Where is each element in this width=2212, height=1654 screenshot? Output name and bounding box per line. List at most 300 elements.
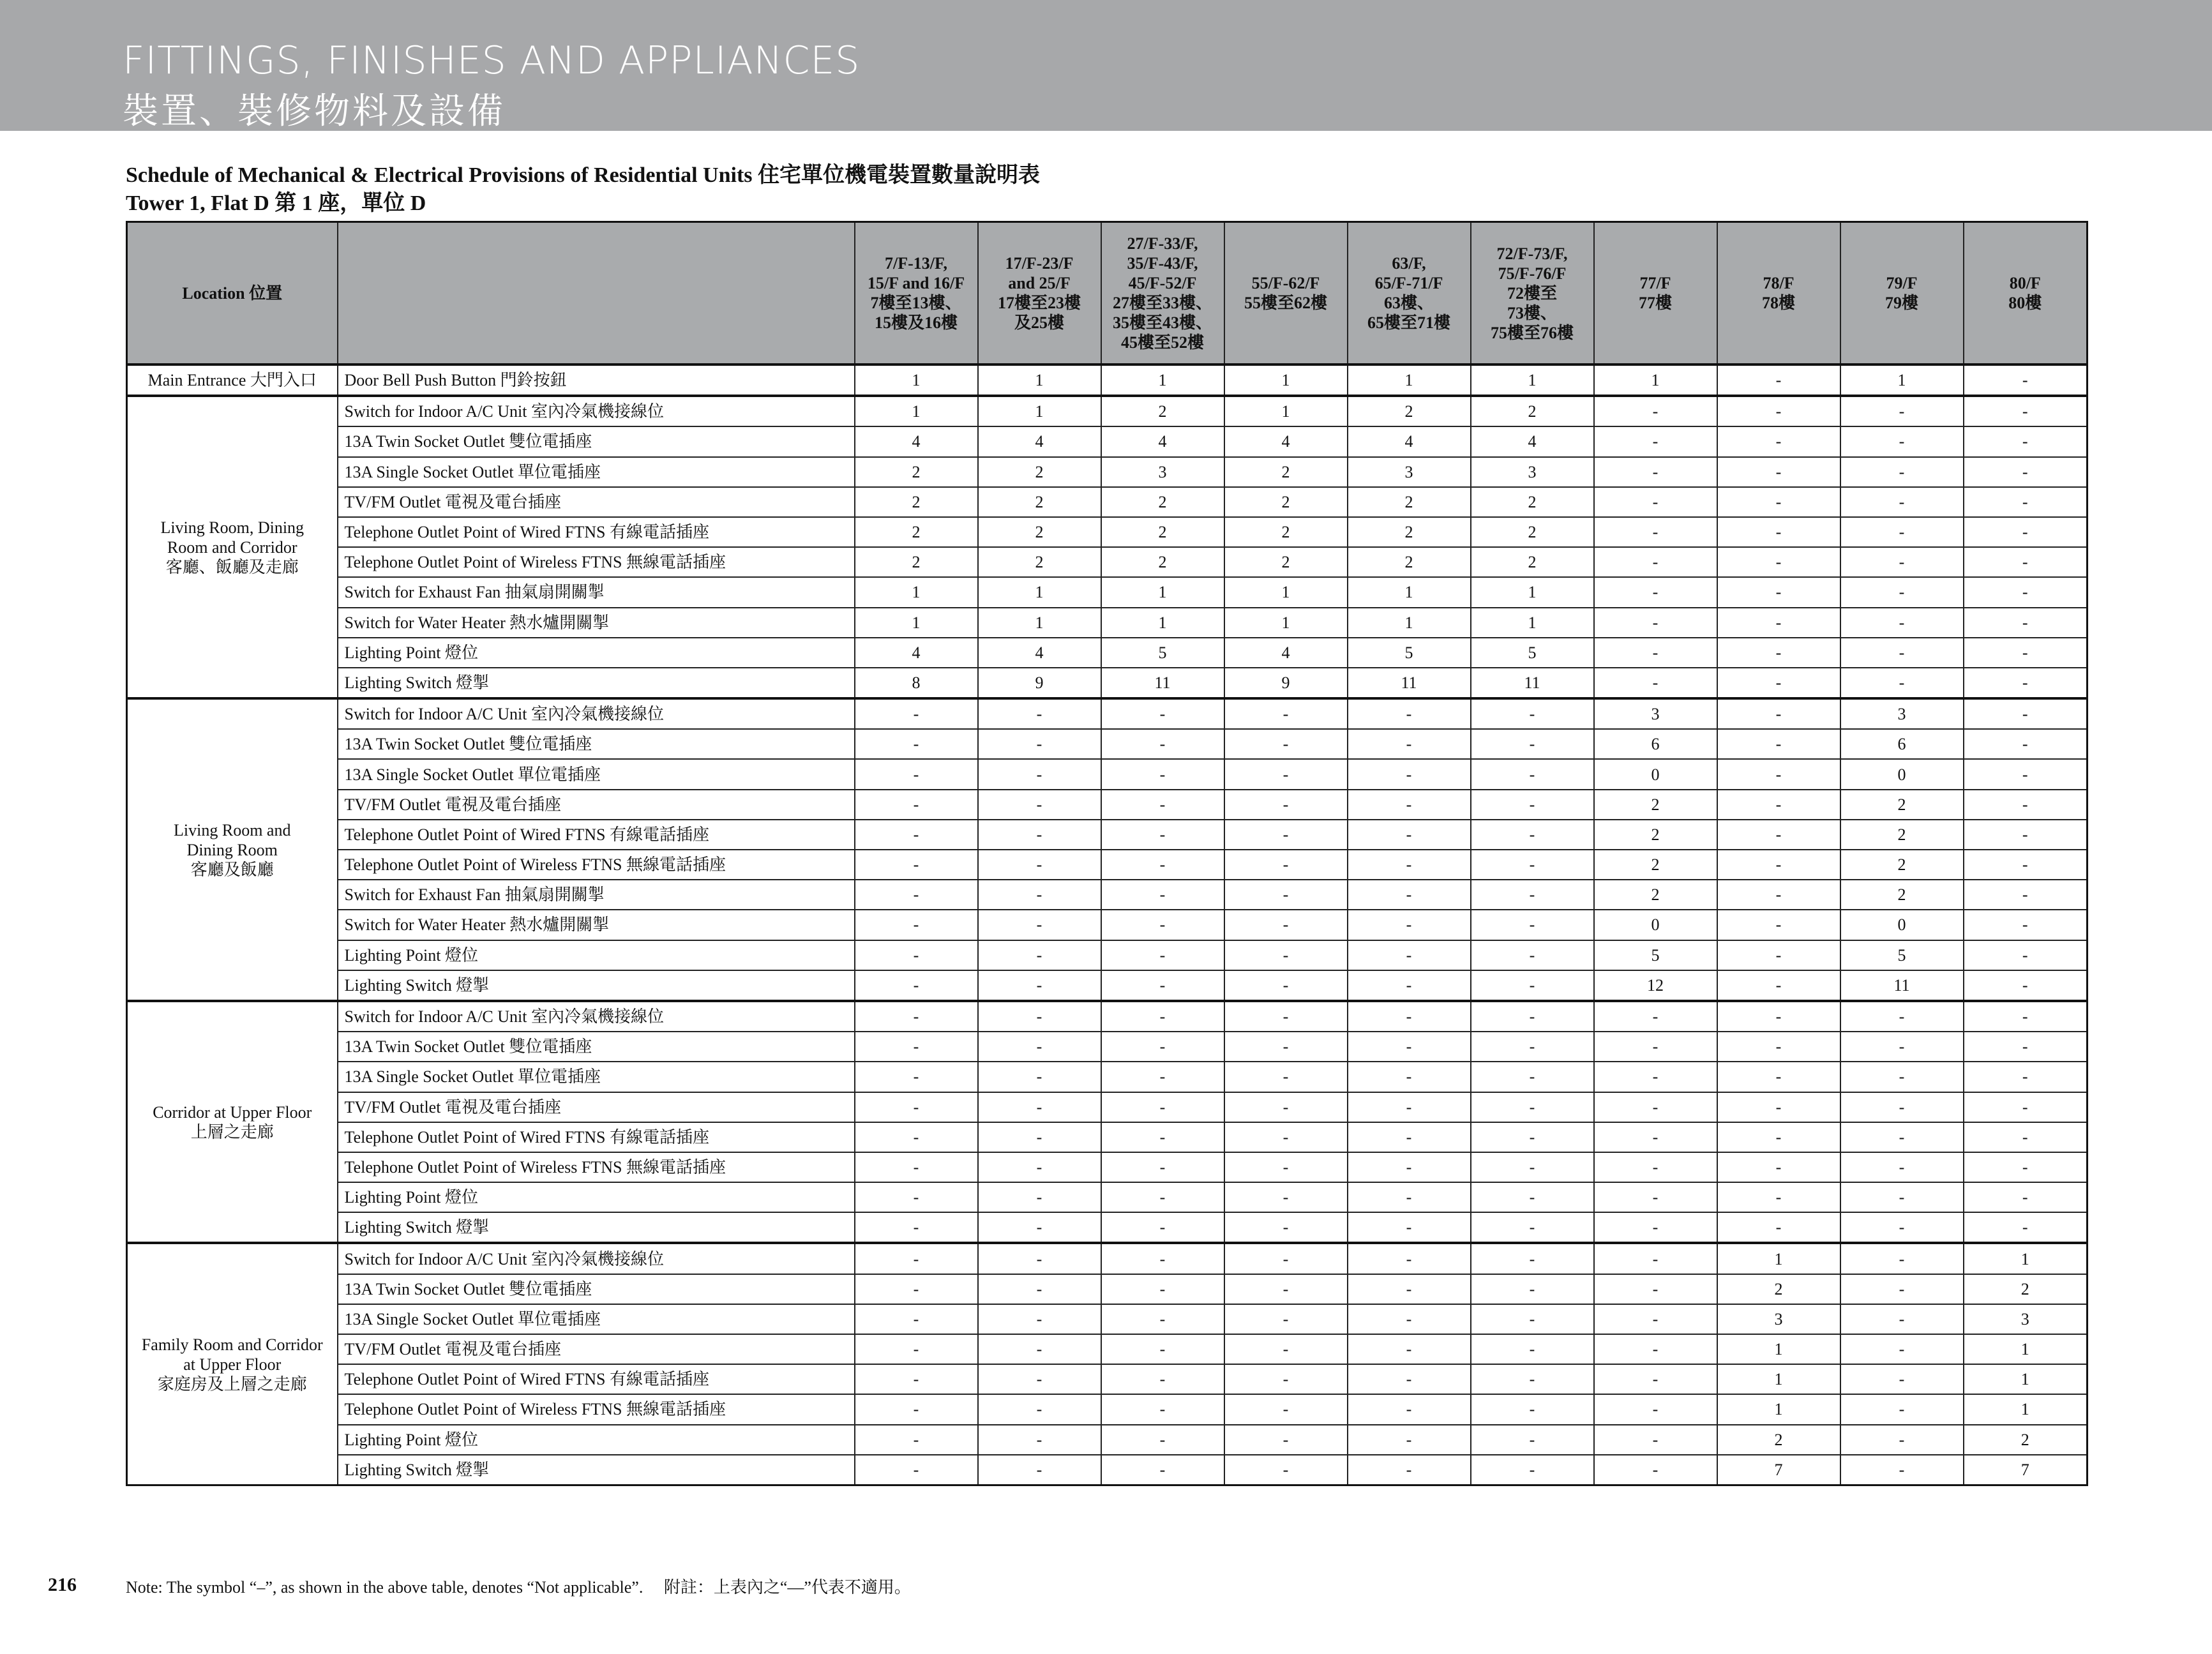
column-header-line: 55樓至62樓 [1244, 294, 1327, 312]
quantity-cell: 3 [1594, 698, 1717, 729]
quantity-cell: - [1348, 729, 1471, 759]
column-header-line: 及25樓 [1014, 313, 1064, 332]
quantity-cell: - [1717, 698, 1840, 729]
quantity-cell: - [855, 759, 978, 789]
quantity-cell: 2 [1594, 880, 1717, 910]
quantity-cell: - [1101, 1364, 1224, 1394]
quantity-cell: 11 [1348, 668, 1471, 698]
provision-item-cell: Lighting Point 燈位 [338, 1182, 855, 1212]
provisions-table [126, 221, 2088, 1486]
quantity-cell: 4 [855, 426, 978, 456]
column-header-line: 15/F and 16/F [867, 274, 965, 292]
quantity-cell: - [1224, 698, 1348, 729]
provision-item-cell: Telephone Outlet Point of Wired FTNS 有線電話插座 [338, 1364, 855, 1394]
schedule-title: Schedule of Mechanical & Electrical Provisions of Residential Units 住宅單位機電裝置數量說明表 [126, 163, 1041, 187]
quantity-cell: 4 [1348, 426, 1471, 456]
quantity-cell: 2 [1717, 1425, 1840, 1455]
quantity-cell: - [1840, 517, 1964, 547]
provision-item-cell: 13A Twin Socket Outlet 雙位電插座 [338, 729, 855, 759]
quantity-cell: - [1471, 698, 1594, 729]
quantity-cell: - [1594, 608, 1717, 638]
quantity-cell: - [1101, 1212, 1224, 1243]
quantity-cell: - [1101, 820, 1224, 850]
quantity-cell: - [1717, 1092, 1840, 1122]
quantity-cell: - [1964, 668, 2088, 698]
provision-item-cell: Lighting Point 燈位 [338, 940, 855, 970]
quantity-cell: - [1471, 1425, 1594, 1455]
quantity-cell: - [978, 1304, 1101, 1334]
quantity-cell: - [1224, 1092, 1348, 1122]
quantity-cell: - [1224, 1122, 1348, 1152]
quantity-cell: 2 [1101, 487, 1224, 517]
location-line: Living Room and [174, 820, 291, 839]
column-header-line: 73樓、 [1507, 303, 1557, 322]
quantity-cell: - [1840, 1001, 1964, 1032]
provision-item-cell: 13A Single Socket Outlet 單位電插座 [338, 1062, 855, 1092]
quantity-cell: - [1101, 1182, 1224, 1212]
quantity-cell: - [1964, 1182, 2088, 1212]
section-title-zh: 裝置、裝修物料及設備 [123, 91, 506, 132]
provision-item-cell: Telephone Outlet Point of Wired FTNS 有線電話插座 [338, 820, 855, 850]
quantity-cell: 3 [1840, 698, 1964, 729]
quantity-cell: 1 [855, 577, 978, 607]
provision-item-cell: Telephone Outlet Point of Wireless FTNS 無線電話插座 [338, 1394, 855, 1424]
quantity-cell: - [978, 1274, 1101, 1304]
quantity-cell: - [1964, 365, 2088, 396]
quantity-cell: - [1101, 1152, 1224, 1182]
quantity-cell: - [1840, 1334, 1964, 1364]
location-cell [127, 365, 338, 396]
table-row [127, 608, 2088, 638]
quantity-cell: 1 [855, 608, 978, 638]
table-row [127, 729, 2088, 759]
table-row [127, 940, 2088, 970]
provision-item-cell: TV/FM Outlet 電視及電台插座 [338, 487, 855, 517]
quantity-cell: - [1101, 1455, 1224, 1485]
quantity-cell: - [1224, 1334, 1348, 1364]
quantity-cell: - [1348, 1001, 1471, 1032]
quantity-cell: - [1964, 1212, 2088, 1243]
quantity-cell: - [1840, 1425, 1964, 1455]
quantity-cell: 1 [1224, 396, 1348, 426]
quantity-cell: - [978, 1212, 1101, 1243]
location-line: Corridor at Upper Floor [153, 1102, 312, 1122]
quantity-cell: - [1348, 1212, 1471, 1243]
quantity-cell: - [1471, 1334, 1594, 1364]
table-row [127, 426, 2088, 456]
location-line: Family Room and Corridor [141, 1335, 323, 1354]
quantity-cell: 11 [1840, 970, 1964, 1001]
quantity-cell: 1 [855, 396, 978, 426]
table-row [127, 790, 2088, 820]
quantity-cell: 4 [978, 638, 1101, 668]
table-row [127, 1334, 2088, 1364]
quantity-cell: - [1717, 820, 1840, 850]
quantity-cell: 2 [1348, 517, 1471, 547]
location-line: at Upper Floor [183, 1355, 282, 1374]
quantity-cell: - [1840, 608, 1964, 638]
quantity-cell: - [1348, 790, 1471, 820]
quantity-cell: - [1964, 487, 2088, 517]
column-header-line: 79/F [1886, 274, 1918, 292]
quantity-cell: - [855, 729, 978, 759]
quantity-cell: 1 [978, 608, 1101, 638]
quantity-cell: - [1840, 547, 1964, 577]
quantity-cell: - [978, 1425, 1101, 1455]
quantity-cell: 7 [1964, 1455, 2088, 1485]
quantity-cell: - [1594, 1122, 1717, 1152]
quantity-cell: 1 [1101, 365, 1224, 396]
quantity-cell: 1 [978, 365, 1101, 396]
quantity-cell: 1 [978, 396, 1101, 426]
quantity-cell: - [1348, 880, 1471, 910]
column-header-line: 63/F, [1392, 254, 1426, 273]
quantity-cell: - [1717, 790, 1840, 820]
quantity-cell: - [1594, 1182, 1717, 1212]
quantity-cell: - [1471, 1455, 1594, 1485]
table-row [127, 1274, 2088, 1304]
quantity-cell: - [1471, 1394, 1594, 1424]
column-header-line: 65/F-71/F [1374, 274, 1443, 292]
quantity-cell: - [1840, 577, 1964, 607]
provisions-table-container [126, 221, 2086, 1486]
quantity-cell: - [1348, 1394, 1471, 1424]
quantity-cell: - [1964, 1092, 2088, 1122]
quantity-cell: - [1471, 820, 1594, 850]
table-row [127, 1062, 2088, 1092]
quantity-cell: - [1840, 1274, 1964, 1304]
quantity-cell: - [1224, 729, 1348, 759]
quantity-cell: - [1964, 1001, 2088, 1032]
quantity-cell: 2 [1471, 517, 1594, 547]
quantity-cell: - [1224, 970, 1348, 1001]
table-row [127, 850, 2088, 880]
floor-column-header [978, 222, 1101, 365]
quantity-cell: - [1717, 365, 1840, 396]
quantity-cell: - [1348, 1092, 1471, 1122]
quantity-cell: - [1348, 1182, 1471, 1212]
quantity-cell: 11 [1101, 668, 1224, 698]
quantity-cell: - [1717, 1152, 1840, 1182]
location-cell [127, 1001, 338, 1244]
quantity-cell: - [855, 1274, 978, 1304]
quantity-cell: - [1471, 1243, 1594, 1274]
table-heading [126, 162, 1040, 218]
footnote: Note: The symbol “–”, as shown in the above table, denotes “Not applicable”. 附註：上表內之“—”代表不適用。 [126, 1578, 911, 1597]
quantity-cell: - [1101, 880, 1224, 910]
column-header-line: 77/F [1639, 274, 1671, 292]
column-header-line: 72樓至 [1507, 283, 1557, 303]
column-header-line: 27樓至33樓、 [1112, 294, 1212, 312]
quantity-cell: - [1348, 759, 1471, 789]
quantity-cell: 11 [1471, 668, 1594, 698]
quantity-cell: - [1840, 1304, 1964, 1334]
quantity-cell: 6 [1840, 729, 1964, 759]
quantity-cell: - [1964, 638, 2088, 668]
quantity-cell: 1 [1101, 608, 1224, 638]
quantity-cell: 1 [1964, 1334, 2088, 1364]
quantity-cell: 1 [1471, 577, 1594, 607]
quantity-cell: - [1594, 638, 1717, 668]
quantity-cell: - [1717, 426, 1840, 456]
quantity-cell: - [855, 1364, 978, 1394]
floor-column-header [1594, 222, 1717, 365]
quantity-cell: - [1717, 729, 1840, 759]
provision-item-cell: 13A Single Socket Outlet 單位電插座 [338, 759, 855, 789]
quantity-cell: - [978, 729, 1101, 759]
floor-column-header [1717, 222, 1840, 365]
quantity-cell: - [1594, 668, 1717, 698]
quantity-cell: 2 [1101, 517, 1224, 547]
quantity-cell: - [1594, 1243, 1717, 1274]
quantity-cell: - [1348, 698, 1471, 729]
quantity-cell: - [1471, 1364, 1594, 1394]
provision-item-cell: 13A Single Socket Outlet 單位電插座 [338, 457, 855, 487]
location-cell [127, 698, 338, 1001]
quantity-cell: - [1348, 910, 1471, 940]
quantity-cell: - [1594, 1212, 1717, 1243]
quantity-cell: - [1717, 940, 1840, 970]
quantity-cell: - [1101, 1334, 1224, 1364]
quantity-cell: 2 [1224, 517, 1348, 547]
quantity-cell: - [1594, 1304, 1717, 1334]
table-row [127, 517, 2088, 547]
quantity-cell: 1 [1348, 577, 1471, 607]
table-row [127, 759, 2088, 789]
quantity-cell: - [1594, 426, 1717, 456]
quantity-cell: - [1224, 1032, 1348, 1062]
column-header-line: 75/F-76/F [1498, 264, 1567, 283]
quantity-cell: - [855, 850, 978, 880]
quantity-cell: 2 [978, 487, 1101, 517]
quantity-cell: 5 [1594, 940, 1717, 970]
quantity-cell: - [1101, 850, 1224, 880]
quantity-cell: - [1348, 1062, 1471, 1092]
quantity-cell: 2 [1594, 790, 1717, 820]
quantity-cell: - [1101, 1032, 1224, 1062]
table-row [127, 1001, 2088, 1032]
quantity-cell: - [855, 1182, 978, 1212]
column-header-line: 7樓至13樓、 [870, 294, 962, 312]
quantity-cell: - [1101, 970, 1224, 1001]
quantity-cell: - [1101, 790, 1224, 820]
provision-item-cell: TV/FM Outlet 電視及電台插座 [338, 790, 855, 820]
quantity-cell: - [978, 820, 1101, 850]
quantity-cell: 2 [1840, 790, 1964, 820]
column-header-line: 75樓至76樓 [1490, 323, 1574, 342]
quantity-cell: - [855, 790, 978, 820]
quantity-cell: - [1471, 1182, 1594, 1212]
column-header-line: 78/F [1763, 274, 1794, 292]
quantity-cell: - [1717, 487, 1840, 517]
quantity-cell: - [1471, 940, 1594, 970]
quantity-cell: - [1594, 577, 1717, 607]
table-row [127, 577, 2088, 607]
quantity-cell: - [1594, 517, 1717, 547]
quantity-cell: 2 [1594, 820, 1717, 850]
quantity-cell: - [978, 970, 1101, 1001]
quantity-cell: 1 [1224, 577, 1348, 607]
quantity-cell: - [1964, 759, 2088, 789]
quantity-cell: - [1840, 396, 1964, 426]
quantity-cell: - [1964, 426, 2088, 456]
quantity-cell: - [1964, 1062, 2088, 1092]
provision-item-cell: Lighting Switch 燈掣 [338, 1212, 855, 1243]
quantity-cell: 2 [1348, 396, 1471, 426]
quantity-cell: 0 [1594, 759, 1717, 789]
quantity-cell: 2 [1348, 487, 1471, 517]
quantity-cell: - [1471, 880, 1594, 910]
quantity-cell: - [1594, 1394, 1717, 1424]
quantity-cell: - [855, 1304, 978, 1334]
quantity-cell: - [978, 850, 1101, 880]
quantity-cell: 9 [978, 668, 1101, 698]
table-row [127, 457, 2088, 487]
quantity-cell: - [1717, 970, 1840, 1001]
quantity-cell: - [1348, 1122, 1471, 1152]
quantity-cell: 1 [1717, 1334, 1840, 1364]
quantity-cell: - [1840, 1394, 1964, 1424]
quantity-cell: - [1964, 396, 2088, 426]
quantity-cell: - [855, 1455, 978, 1485]
column-header-line: 80樓 [2008, 294, 2042, 312]
quantity-cell: - [1964, 608, 2088, 638]
quantity-cell: - [1717, 457, 1840, 487]
quantity-cell: - [1348, 970, 1471, 1001]
quantity-cell: - [1717, 1001, 1840, 1032]
quantity-cell: - [1101, 1425, 1224, 1455]
quantity-cell: - [1471, 729, 1594, 759]
quantity-cell: 4 [1101, 426, 1224, 456]
provision-item-cell: Lighting Point 燈位 [338, 638, 855, 668]
floor-column-header [1224, 222, 1348, 365]
table-row [127, 698, 2088, 729]
column-header-line: 45樓至52樓 [1120, 333, 1204, 352]
quantity-cell: - [1101, 1304, 1224, 1334]
quantity-cell: 2 [1224, 457, 1348, 487]
floor-column-header [855, 222, 978, 365]
quantity-cell: - [1717, 668, 1840, 698]
quantity-cell: - [1594, 457, 1717, 487]
table-row [127, 638, 2088, 668]
quantity-cell: 1 [1964, 1364, 2088, 1394]
table-row [127, 1243, 2088, 1274]
quantity-cell: 1 [1224, 608, 1348, 638]
quantity-cell: - [1101, 1243, 1224, 1274]
column-header-line: 17/F-23/F [1005, 254, 1074, 273]
quantity-cell: - [978, 1394, 1101, 1424]
quantity-cell: - [978, 790, 1101, 820]
quantity-cell: 2 [1224, 547, 1348, 577]
quantity-cell: 4 [978, 426, 1101, 456]
quantity-cell: 2 [1471, 396, 1594, 426]
quantity-cell: - [1594, 396, 1717, 426]
quantity-cell: 9 [1224, 668, 1348, 698]
quantity-cell: 2 [1101, 547, 1224, 577]
table-row [127, 1212, 2088, 1243]
quantity-cell: 0 [1840, 759, 1964, 789]
quantity-cell: - [978, 1122, 1101, 1152]
quantity-cell: 2 [855, 517, 978, 547]
quantity-cell: - [1471, 1152, 1594, 1182]
column-header-line: 7/F-13/F, [885, 254, 947, 273]
quantity-cell: 2 [855, 457, 978, 487]
quantity-cell: - [1101, 1122, 1224, 1152]
quantity-cell: 1 [1840, 365, 1964, 396]
quantity-cell: - [855, 1122, 978, 1152]
quantity-cell: - [1840, 1032, 1964, 1062]
quantity-cell: 2 [978, 457, 1101, 487]
quantity-cell: - [1101, 1001, 1224, 1032]
quantity-cell: - [1224, 850, 1348, 880]
quantity-cell: - [1840, 1212, 1964, 1243]
quantity-cell: - [978, 940, 1101, 970]
column-header-line: 27/F-33/F, [1127, 234, 1198, 253]
table-header-row [127, 222, 2088, 365]
quantity-cell: - [1224, 1182, 1348, 1212]
quantity-cell: - [1840, 1062, 1964, 1092]
quantity-cell: 3 [1471, 457, 1594, 487]
quantity-cell: 4 [1224, 426, 1348, 456]
provision-item-cell: Switch for Indoor A/C Unit 室內冷氣機接線位 [338, 396, 855, 426]
column-header-line: 35樓至43樓、 [1112, 313, 1212, 332]
provision-item-cell: Switch for Exhaust Fan 抽氣扇開關掣 [338, 880, 855, 910]
column-header-line: 79樓 [1885, 294, 1918, 312]
provision-item-cell: Lighting Switch 燈掣 [338, 1455, 855, 1485]
quantity-cell: - [855, 1243, 978, 1274]
quantity-cell: - [855, 1092, 978, 1122]
tower-flat-subtitle: Tower 1, Flat D 第 1 座，單位 D [126, 192, 426, 215]
quantity-cell: 2 [1348, 547, 1471, 577]
quantity-cell: - [1348, 1425, 1471, 1455]
quantity-cell: 4 [855, 638, 978, 668]
provision-item-cell: Telephone Outlet Point of Wired FTNS 有線電話插座 [338, 1122, 855, 1152]
quantity-cell: - [1348, 1274, 1471, 1304]
quantity-cell: - [1594, 1092, 1717, 1122]
quantity-cell: - [1964, 698, 2088, 729]
quantity-cell: - [1471, 1212, 1594, 1243]
quantity-cell: - [1964, 547, 2088, 577]
provision-item-cell: Switch for Water Heater 熱水爐開關掣 [338, 608, 855, 638]
quantity-cell: 1 [1717, 1243, 1840, 1274]
quantity-cell: - [1594, 1152, 1717, 1182]
quantity-cell: - [1840, 1092, 1964, 1122]
quantity-cell: - [1964, 970, 2088, 1001]
quantity-cell: - [1840, 457, 1964, 487]
quantity-cell: - [855, 1062, 978, 1092]
location-line: 上層之走廊 [190, 1122, 274, 1141]
provision-item-cell: Telephone Outlet Point of Wireless FTNS 無線電話插座 [338, 547, 855, 577]
quantity-cell: - [855, 1032, 978, 1062]
quantity-cell: - [978, 1092, 1101, 1122]
quantity-cell: - [1964, 910, 2088, 940]
quantity-cell: - [1101, 1394, 1224, 1424]
quantity-cell: - [1471, 1001, 1594, 1032]
column-header-line: 35/F-43/F, [1127, 254, 1198, 273]
quantity-cell: - [1224, 1304, 1348, 1334]
quantity-cell: - [1101, 940, 1224, 970]
quantity-cell: - [1471, 759, 1594, 789]
quantity-cell: - [1224, 790, 1348, 820]
quantity-cell: - [855, 1334, 978, 1364]
quantity-cell: - [1717, 396, 1840, 426]
quantity-cell: 5 [1101, 638, 1224, 668]
table-row [127, 910, 2088, 940]
quantity-cell: - [855, 1001, 978, 1032]
quantity-cell: - [1224, 820, 1348, 850]
location-line: Main Entrance 大門入口 [147, 371, 317, 390]
quantity-cell: 1 [1224, 365, 1348, 396]
